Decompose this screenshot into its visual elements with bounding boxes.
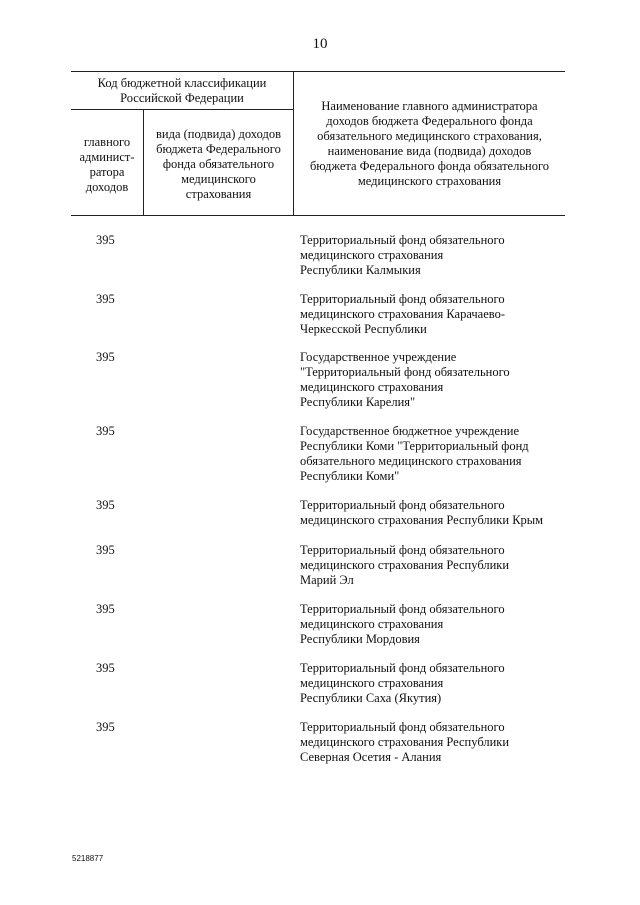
header-name-column: Наименование главного администратора доходов бюджета Федерального фонда обязательного медицинского страхования, наименование вида (подвида) доходов бюджета Федерального фонда обязательного медицинского страхования (309, 99, 550, 188)
header-divider-sub (71, 109, 293, 110)
row-admin-code: 395 (96, 292, 115, 306)
row-admin-name: Территориальный фонд обязательного медицинского страхования Республики Калмыкия (300, 233, 505, 277)
row-admin-name: Территориальный фонд обязательного медицинского страхования Республики Марий Эл (300, 543, 510, 587)
row-admin-code: 395 (96, 543, 115, 557)
header-code-group: Код бюджетной классификации Российской Федерации (97, 76, 267, 105)
row-admin-code: 395 (96, 424, 115, 438)
row-admin-code: 395 (96, 350, 115, 364)
row-admin-code: 395 (96, 661, 115, 675)
page-number: 10 (312, 36, 328, 52)
header-type-column: вида (подвида) доходов бюджета Федерального фонда обязательного медицинского страхования (156, 127, 281, 201)
row-admin-code: 395 (96, 233, 115, 247)
document-code: 5218877 (72, 854, 104, 863)
row-admin-code: 395 (96, 720, 115, 734)
row-admin-name: Территориальный фонд обязательного медицинского страхования Республики Мордовия (300, 602, 505, 646)
row-admin-code: 395 (96, 498, 115, 512)
row-admin-name: Государственное бюджетное учреждение Республики Коми "Территориальный фонд обязательного медицинского страхования Республики Коми" (300, 424, 529, 483)
row-admin-name: Территориальный фонд обязательного медицинского страхования Республики Крым (300, 498, 544, 527)
row-admin-name: Территориальный фонд обязательного медицинского страхования Республики Северная Осетия - Алания (300, 720, 510, 764)
row-admin-name: Территориальный фонд обязательного медицинского страхования Карачаево- Черкесской Республики (300, 292, 505, 336)
row-admin-name: Территориальный фонд обязательного медицинского страхования Республики Саха (Якутия) (300, 661, 505, 705)
header-admin-column: главного админист- ратора доходов (79, 135, 135, 194)
row-admin-code: 395 (96, 602, 115, 616)
row-admin-name: Государственное учреждение "Территориальный фонд обязательного медицинского страхования Республики Карелия" (300, 350, 510, 409)
table-header (71, 71, 565, 216)
